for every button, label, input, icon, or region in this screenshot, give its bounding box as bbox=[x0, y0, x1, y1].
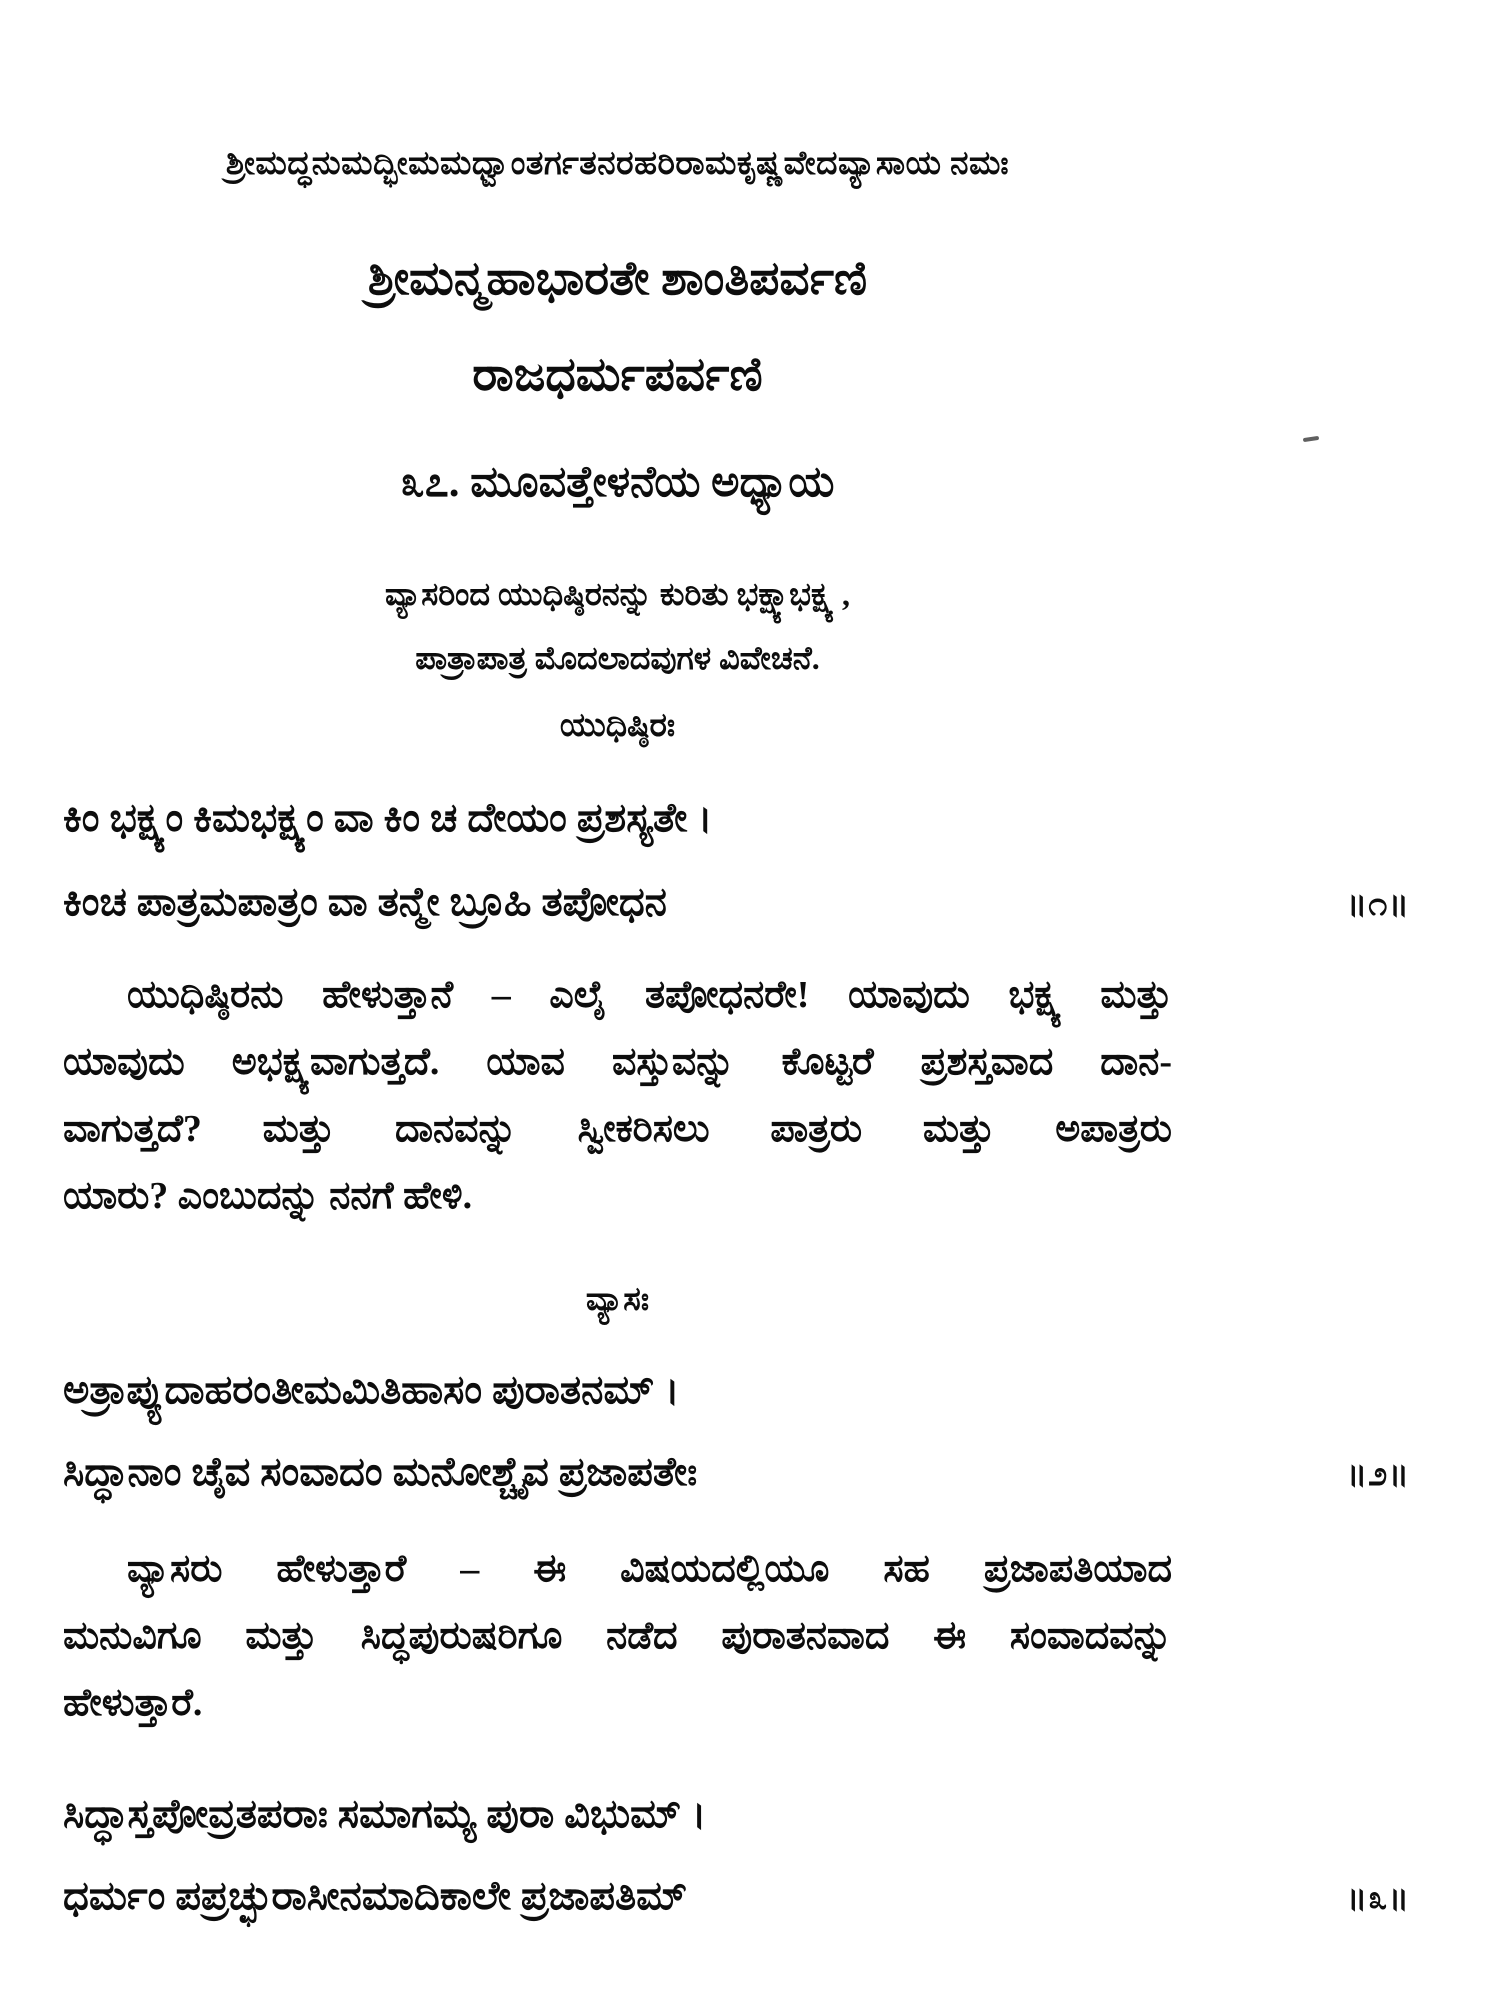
verse-2-line-1: ಅತ್ರಾಪ್ಯುದಾಹರಂತೀಮಮಿತಿಹಾಸಂ ಪುರಾತನಮ್ । bbox=[63, 1367, 680, 1412]
parva-title: ರಾಜಧರ್ಮಪರ್ವಣಿ bbox=[472, 349, 763, 401]
chapter-summary-line-1: ವ್ಯಾಸರಿಂದ ಯುಧಿಷ್ಠಿರನನ್ನು ಕುರಿತು ಭಕ್ಷ್ಯಾಭಕ್ಷ್ಯ , bbox=[385, 576, 850, 612]
prose-1-line-4: ಯಾರು? ಎಂಬುದನ್ನು ನನಗೆ ಹೇಳಿ. bbox=[63, 1175, 473, 1217]
verse-1-line-2-text: ಕಿಂಚ ಪಾತ್ರಮಪಾತ್ರಂ ವಾ ತನ್ಮೇ ಬ್ರೂಹಿ ತಪೋಧನ bbox=[63, 879, 667, 924]
prose-2-line-1: ವ್ಯಾಸರು ಹೇಳುತ್ತಾರೆ – ಈ ವಿಷಯದಲ್ಲಿಯೂ ಸಹ ಪ್ರಜಾಪತಿಯಾದ bbox=[127, 1548, 1172, 1590]
verse-1-number: ॥೧॥ bbox=[1346, 886, 1410, 923]
prose-1-line-2: ಯಾವುದು ಅಭಕ್ಷ್ಯವಾಗುತ್ತದೆ. ಯಾವ ವಸ್ತುವನ್ನು ಕೊಟ್ಟರೆ ಪ್ರಶಸ್ತವಾದ ದಾನ- bbox=[63, 1041, 1172, 1083]
work-title: ಶ್ರೀಮನ್ಮಹಾಭಾರತೇ ಶಾಂತಿಪರ್ವಣಿ bbox=[367, 253, 868, 305]
verse-2-line-2-text: ಸಿದ್ಧಾನಾಂ ಚೈವ ಸಂವಾದಂ ಮನೋಶ್ಚೈವ ಪ್ರಜಾಪತೇಃ bbox=[63, 1449, 698, 1494]
verse-3-line-2-text: ಧರ್ಮಂ ಪಪ್ರಚ್ಛುರಾಸೀನಮಾದಿಕಾಲೇ ಪ್ರಜಾಪತಿಮ್ bbox=[63, 1873, 688, 1918]
verse-3-line-1: ಸಿದ್ಧಾಸ್ತಪೋವ್ರತಪರಾಃ ಸಮಾಗಮ್ಯ ಪುರಾ ವಿಭುಮ್ । bbox=[63, 1791, 707, 1836]
chapter-summary-line-2: ಪಾತ್ರಾಪಾತ್ರ ಮೊದಲಾದವುಗಳ ವಿವೇಚನೆ. bbox=[415, 640, 820, 676]
speaker-heading-vyasa: ವ್ಯಾಸಃ bbox=[585, 1282, 650, 1318]
verse-3-number: ॥೩॥ bbox=[1346, 1880, 1410, 1917]
prose-paragraph-yudhishthira bbox=[63, 962, 1172, 1230]
chapter-heading: ೩೭. ಮೂವತ್ತೇಳನೆಯ ಅಧ್ಯಾಯ bbox=[400, 459, 835, 506]
verse-2-line-2 bbox=[63, 1448, 1410, 1495]
scan-artifact bbox=[1303, 436, 1319, 442]
verse-1-line-2 bbox=[63, 878, 1410, 925]
prose-1-line-1: ಯುಧಿಷ್ಠಿರನು ಹೇಳುತ್ತಾನೆ – ಎಲೈ ತಪೋಧನರೇ! ಯಾವುದು ಭಕ್ಷ್ಯ ಮತ್ತು bbox=[127, 974, 1172, 1016]
verse-1-line-1: ಕಿಂ ಭಕ್ಷ್ಯಂ ಕಿಮಭಕ್ಷ್ಯಂ ವಾ ಕಿಂ ಚ ದೇಯಂ ಪ್ರಶಸ್ಯತೇ । bbox=[63, 795, 713, 840]
prose-2-line-2: ಮನುವಿಗೂ ಮತ್ತು ಸಿದ್ಧಪುರುಷರಿಗೂ ನಡೆದ ಪುರಾತನವಾದ ಈ ಸಂವಾದವನ್ನು bbox=[63, 1615, 1172, 1657]
prose-1-line-3: ವಾಗುತ್ತದೆ? ಮತ್ತು ದಾನವನ್ನು ಸ್ವೀಕರಿಸಲು ಪಾತ್ರರು ಮತ್ತು ಅಪಾತ್ರರು bbox=[63, 1108, 1172, 1150]
invocation-line: ಶ್ರೀಮದ್ಧನುಮದ್ಭೀಮಮಧ್ವಾಂತರ್ಗತನರಹರಿರಾಮಕೃಷ್ಣವೇದವ್ಯಾಸಾಯ ನಮಃ bbox=[225, 146, 1010, 182]
prose-2-line-3: ಹೇಳುತ್ತಾರೆ. bbox=[63, 1682, 203, 1724]
speaker-heading-yudhishthira: ಯುಧಿಷ್ಠಿರಃ bbox=[559, 708, 676, 744]
prose-paragraph-vyasa bbox=[63, 1536, 1172, 1737]
verse-3-line-2 bbox=[63, 1872, 1410, 1919]
verse-2-number: ॥೨॥ bbox=[1346, 1456, 1410, 1493]
